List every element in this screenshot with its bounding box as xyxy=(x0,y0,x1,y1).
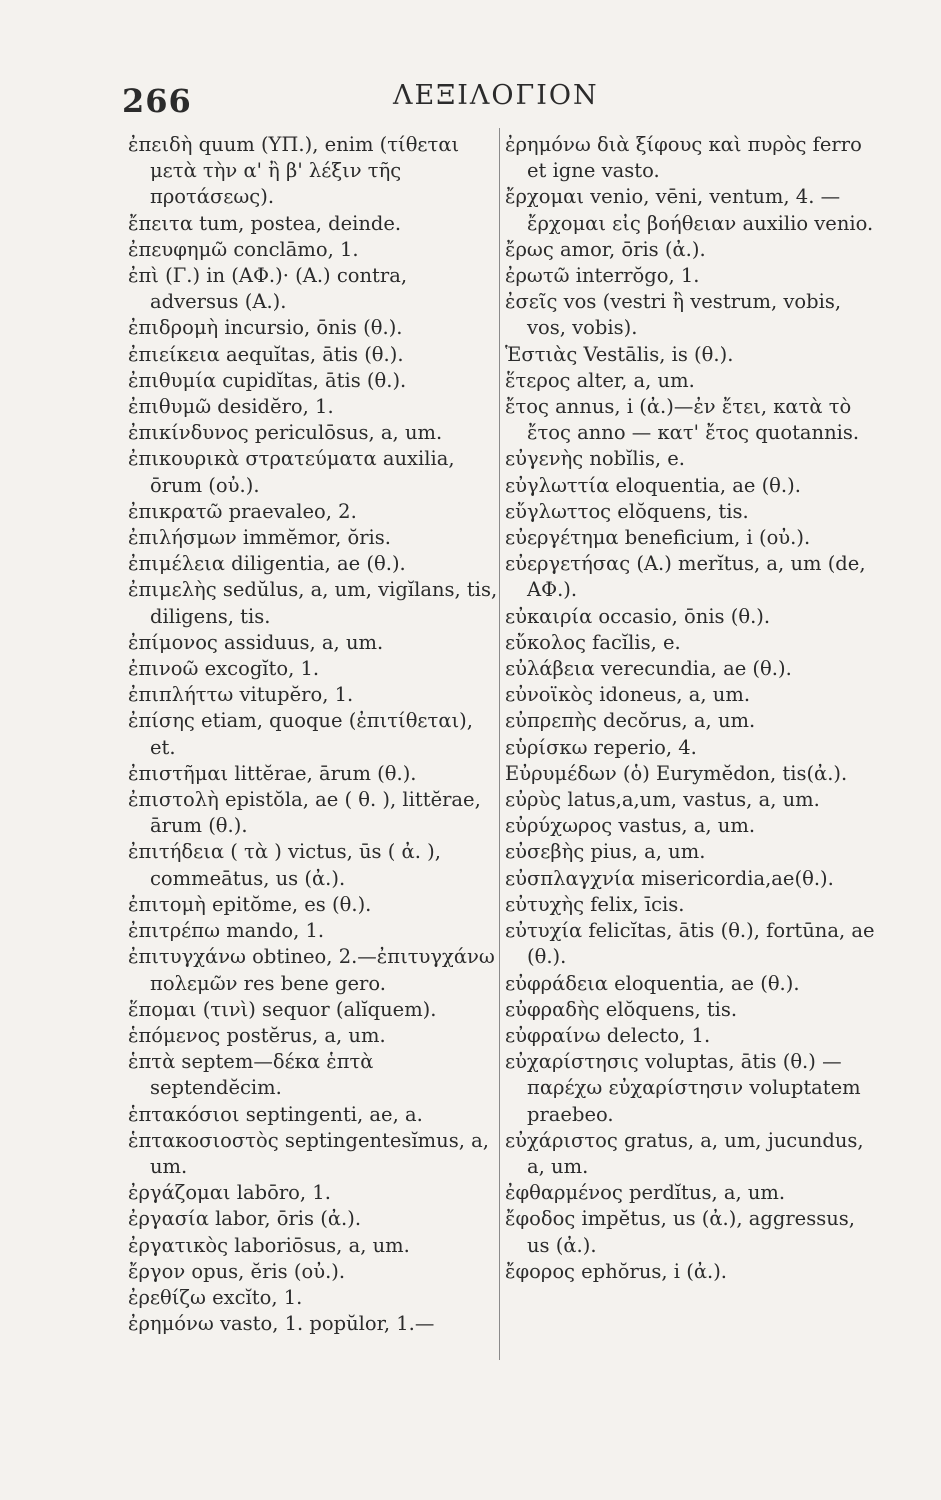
dictionary-entry: ἐπιθυμῶ desidĕro, 1. xyxy=(128,395,334,419)
dictionary-entry: εὐχάριστος gratus, a, um, jucundus, a, um. xyxy=(505,1128,864,1178)
dictionary-entry: ἕτερος alter, a, um. xyxy=(505,368,695,392)
dictionary-entry: ἔρως amor, ōris (ἀ.). xyxy=(505,237,706,261)
dictionary-entry: ἐρωτῶ interrŏgo, 1. xyxy=(505,264,700,288)
dictionary-entry: εὐλάβεια verecundia, ae (θ.). xyxy=(505,657,792,681)
dictionary-entry: εὐπρεπὴς decŏrus, a, um. xyxy=(505,709,756,733)
dictionary-entry: ἔργον opus, ĕris (οὐ.). xyxy=(128,1259,346,1283)
dictionary-entry: ἔφοδος impĕtus, us (ἀ.), aggressus, us (ἀ.). xyxy=(505,1207,855,1257)
dictionary-entry: εὐνοϊκὸς idoneus, a, um. xyxy=(505,683,751,707)
dictionary-entry: ἐπιθυμία cupidĭtas, ātis (θ.). xyxy=(128,368,407,392)
dictionary-entry: ἐπιστολὴ epistŏla, ae ( θ. ), littĕrae, ārum (θ.). xyxy=(128,788,481,838)
dictionary-entry: ἐπιδρομὴ incursio, ōnis (θ.). xyxy=(128,316,403,340)
dictionary-entry: ἑπτακοσιοστὸς septingentesĭmus, a, um. xyxy=(128,1128,489,1178)
dictionary-entry: ἐπικρατῶ praevaleo, 2. xyxy=(128,499,357,523)
dictionary-entry: ἐργασία labor, ōris (ἀ.). xyxy=(128,1207,362,1231)
left-column xyxy=(128,132,498,1337)
dictionary-entry: ἐπιμελὴς sedŭlus, a, um, vigĭlans, tis, diligens, tis. xyxy=(128,578,498,628)
dictionary-entry: εὐφράδεια eloquentia, ae (θ.). xyxy=(505,971,800,995)
dictionary-entry: εὐσπλαγχνία misericordia,ae(θ.). xyxy=(505,866,834,890)
dictionary-entry: ἐπιμέλεια diligentia, ae (θ.). xyxy=(128,552,406,576)
dictionary-entry: ἑπόμενος postĕrus, a, um. xyxy=(128,1023,386,1047)
dictionary-entry: εὐεργετήσας (Α.) merĭtus, a, um (de, ΑΦ.). xyxy=(505,552,866,602)
page-number: 266 xyxy=(122,82,192,120)
dictionary-entry: ἐφθαρμένος perdĭtus, a, um. xyxy=(505,1181,786,1205)
dictionary-entry: ἐπειδὴ quum (ΥΠ.), enim (τίθεται μετὰ τὴν α' ἢ β' λέξιν τῆς προτάσεως). xyxy=(128,133,460,209)
running-head: ΛΕΞΙΛΟΓΙΟΝ xyxy=(393,80,599,111)
dictionary-entry: εὐρὺς latus,a,um, vastus, a, um. xyxy=(505,788,820,812)
dictionary-entry: ἐπιτήδεια ( τὰ ) victus, ūs ( ἀ. ), commeātus, us (ἀ.). xyxy=(128,840,441,890)
dictionary-entry: εὐρύχωρος vastus, a, um. xyxy=(505,814,756,838)
dictionary-entry: ἔτος annus, i (ἀ.)—ἐν ἔτει, κατὰ τὸ ἔτος anno — κατ' ἔτος quotannis. xyxy=(505,395,860,445)
dictionary-entry: ἑπτὰ septem—δέκα ἑπτὰ septendĕcim. xyxy=(128,1050,374,1100)
dictionary-entry: ἐργατικὸς laboriōsus, a, um. xyxy=(128,1233,410,1257)
dictionary-entry: εὐτυχία felicĭtas, ātis (θ.), fortūna, ae (θ.). xyxy=(505,919,875,969)
dictionary-entry: ἐπιείκεια aequĭtas, ātis (θ.). xyxy=(128,342,404,366)
dictionary-entry: εὐφραίνω delecto, 1. xyxy=(505,1023,711,1047)
dictionary-entry: ἐπευφημῶ conclāmo, 1. xyxy=(128,237,359,261)
dictionary-entry: εὐχαρίστησις voluptas, ātis (θ.) — παρέχω εὐχαρίστησιν voluptatem praebeo. xyxy=(505,1050,861,1126)
dictionary-entry: ἔφορος ephŏrus, i (ἀ.). xyxy=(505,1259,728,1283)
dictionary-entry: εὐτυχὴς felix, īcis. xyxy=(505,892,685,916)
dictionary-entry: ἐπινοῶ excogĭto, 1. xyxy=(128,657,320,681)
dictionary-entry: ἐπιτομὴ epitŏme, es (θ.). xyxy=(128,892,372,916)
dictionary-entry: ἐπικίνδυνος periculōsus, a, um. xyxy=(128,421,443,445)
dictionary-entry: ἐπίσης etiam, quoque (ἐπιτίθεται), et. xyxy=(128,709,473,759)
dictionary-entry: εὐκαιρία occasio, ōnis (θ.). xyxy=(505,604,771,628)
dictionary-entry: εὔκολος facĭlis, e. xyxy=(505,630,681,654)
dictionary-entry: ἔπειτα tum, postea, deinde. xyxy=(128,211,402,235)
dictionary-entry: ἐπιστῆμαι littĕrae, ārum (θ.). xyxy=(128,761,417,785)
dictionary-entry: ἐπιλήσμων immĕmor, ŏris. xyxy=(128,526,391,550)
dictionary-entry: ἐργάζομαι labōro, 1. xyxy=(128,1181,331,1205)
dictionary-entry: ἐρεθίζω excĭto, 1. xyxy=(128,1285,303,1309)
dictionary-entry: ἐπιτυγχάνω obtineo, 2.—ἐπιτυγχάνω πολεμῶν res bene gero. xyxy=(128,945,495,995)
dictionary-entry: ἐπιπλήττω vitupĕro, 1. xyxy=(128,683,354,707)
dictionary-entry: ἐπιτρέπω mando, 1. xyxy=(128,919,325,943)
right-column xyxy=(505,132,875,1285)
column-divider xyxy=(499,128,500,1360)
dictionary-entry: εὐσεβὴς pius, a, um. xyxy=(505,840,706,864)
dictionary-entry: εὑρίσκω reperio, 4. xyxy=(505,735,697,759)
dictionary-entry: Ἑστιὰς Vestālis, is (θ.). xyxy=(505,342,734,366)
dictionary-entry: ἐπὶ (Γ.) in (ΑΦ.)· (Α.) contra, adversus (Α.). xyxy=(128,264,408,314)
dictionary-entry: εὐγενὴς nobĭlis, e. xyxy=(505,447,686,471)
dictionary-entry: ἑπτακόσιοι septingenti, ae, a. xyxy=(128,1102,423,1126)
dictionary-entry: ἔρχομαι venio, vēni, ventum, 4. — ἔρχομαι εἰς βοήθειαν auxilio venio. xyxy=(505,185,874,235)
dictionary-entry: ἐπίμονος assiduus, a, um. xyxy=(128,630,384,654)
dictionary-entry: εὐφραδὴς elŏquens, tis. xyxy=(505,997,738,1021)
dictionary-entry: εὐεργέτημα beneficium, i (οὐ.). xyxy=(505,526,811,550)
dictionary-entry: εὐγλωττία eloquentia, ae (θ.). xyxy=(505,473,801,497)
dictionary-entry: Εὐρυμέδων (ὁ) Eurymĕdon, tis(ἀ.). xyxy=(505,761,848,785)
dictionary-entry: ἕπομαι (τινὶ) sequor (alĭquem). xyxy=(128,997,437,1021)
dictionary-entry: ἐρημόνω διὰ ξίφους καὶ πυρὸς ferro et igne vasto. xyxy=(505,133,862,183)
dictionary-entry: ἐπικουρικὰ στρατεύματα auxilia, ōrum (οὐ.). xyxy=(128,447,455,497)
dictionary-entry: εὔγλωττος elŏquens, tis. xyxy=(505,499,749,523)
dictionary-entry: ἐσεῖς vos (vestri ἢ vestrum, vobis, vos, vobis). xyxy=(505,290,842,340)
dictionary-entry: ἐρημόνω vasto, 1. popŭlor, 1.— xyxy=(128,1312,435,1336)
